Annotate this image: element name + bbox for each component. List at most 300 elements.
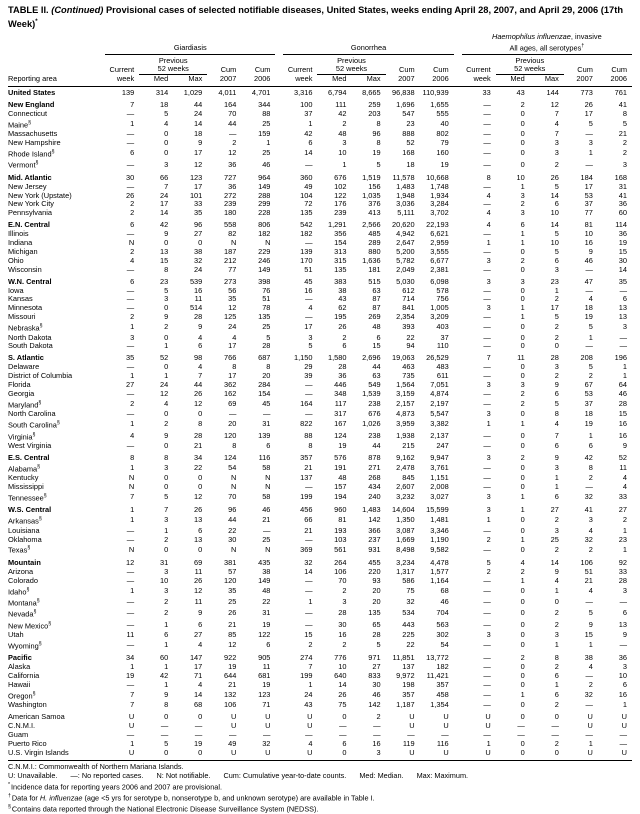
value-cell: 11,578 xyxy=(392,172,415,182)
reporting-area-cell: New Hampshire xyxy=(8,139,61,148)
column-spacer xyxy=(275,503,283,515)
value-cell: 1 xyxy=(520,534,525,544)
value-cell: 87 xyxy=(372,294,381,304)
column-spacer xyxy=(275,568,283,577)
value-cell: 3 xyxy=(520,208,525,218)
table-row xyxy=(8,248,632,257)
table-row xyxy=(8,139,632,148)
column-spacer xyxy=(275,463,283,474)
value-cell: 0 xyxy=(554,341,559,351)
value-cell: — xyxy=(483,285,491,295)
value-cell: 26 xyxy=(194,505,203,515)
value-cell: 5 xyxy=(554,312,559,322)
value-cell: 0 xyxy=(554,597,559,607)
value-cell: 38 xyxy=(194,246,203,256)
value-cell: 0 xyxy=(520,294,525,304)
value-cell: — xyxy=(517,721,525,731)
value-cell: 1 xyxy=(130,371,135,381)
column-spacer xyxy=(275,334,283,343)
value-cell: 2 xyxy=(130,246,135,256)
table-row xyxy=(8,295,632,304)
value-cell: 0 xyxy=(342,747,347,757)
value-cell: — xyxy=(619,640,627,650)
column-spacer xyxy=(454,230,462,239)
value-cell: 9 xyxy=(588,246,593,256)
value-cell: 1 xyxy=(520,303,525,313)
value-cell: — xyxy=(585,671,593,681)
value-cell: 2 xyxy=(554,608,559,618)
column-spacer xyxy=(275,451,283,463)
value-cell: U xyxy=(485,712,491,722)
column-spacer xyxy=(275,119,283,130)
value-cell: 2 xyxy=(588,473,593,483)
value-cell: 32 xyxy=(584,534,593,544)
column-spacer xyxy=(275,351,283,363)
value-cell: 5 xyxy=(164,738,169,748)
value-cell: 168 xyxy=(614,172,627,182)
value-cell: 2 xyxy=(520,452,525,462)
column-spacer xyxy=(275,257,283,266)
value-cell: — xyxy=(483,671,491,681)
column-spacer xyxy=(454,304,462,313)
reporting-area-cell: Utah xyxy=(8,631,24,639)
reporting-area-cell: Colorado xyxy=(8,576,38,585)
value-cell: 4 xyxy=(198,640,203,650)
value-cell: 0 xyxy=(520,159,525,169)
value-cell: 16 xyxy=(618,690,627,700)
value-cell: — xyxy=(483,482,491,492)
value-cell: — xyxy=(126,730,135,739)
value-cell: 3 xyxy=(520,276,525,286)
value-cell: N xyxy=(230,238,237,248)
value-cell: 0 xyxy=(520,118,525,128)
table-body xyxy=(8,86,632,758)
value-cell: 8,498 xyxy=(396,544,415,554)
value-cell: 4 xyxy=(588,662,593,672)
value-cell: 9 xyxy=(588,619,593,629)
value-cell: — xyxy=(126,389,135,398)
value-cell: 2,647 xyxy=(396,238,415,248)
value-cell: 714 xyxy=(402,294,415,304)
table-row xyxy=(8,586,632,597)
value-cell: — xyxy=(483,246,491,256)
reporting-area-cell: Pacific xyxy=(8,653,32,663)
value-cell: 0 xyxy=(520,246,525,256)
column-spacer xyxy=(275,527,283,536)
column-spacer xyxy=(454,740,462,749)
value-cell: 7 xyxy=(554,108,559,118)
column-spacer xyxy=(275,620,283,631)
value-cell: 106 xyxy=(334,566,347,576)
value-cell: U xyxy=(307,747,313,757)
reporting-area-cell: W.N. Central xyxy=(8,276,52,286)
value-cell: — xyxy=(483,525,491,535)
value-cell: 75 xyxy=(406,585,415,595)
value-cell: 3,036 xyxy=(396,199,415,209)
value-cell: 28 xyxy=(338,608,347,618)
value-cell: 3 xyxy=(164,585,169,595)
value-cell: 0 xyxy=(520,619,525,629)
value-cell: 1,350 xyxy=(396,515,415,525)
value-cell: 124 xyxy=(334,430,347,440)
value-cell: 9 xyxy=(622,440,627,450)
value-cell: 12 xyxy=(228,148,237,158)
value-cell: 6 xyxy=(554,199,559,209)
value-cell: 30 xyxy=(618,255,627,265)
column-spacer xyxy=(275,266,283,275)
table-row xyxy=(8,110,632,119)
value-cell: 79 xyxy=(440,138,449,148)
value-cell: 463 xyxy=(402,362,415,372)
reporting-area-cell: Mountain xyxy=(8,557,41,567)
value-cell: U xyxy=(621,721,627,731)
value-cell: 578 xyxy=(436,285,449,295)
col-header-week: week xyxy=(462,74,496,86)
reporting-area-cell: Louisiana xyxy=(8,526,40,535)
value-cell: 6 xyxy=(342,738,347,748)
value-cell: 0 xyxy=(520,544,525,554)
value-cell: 6 xyxy=(198,341,203,351)
legend-item: —: No reported cases. xyxy=(70,771,144,781)
value-cell: 1,519 xyxy=(362,172,381,182)
value-cell: 1 xyxy=(622,700,627,710)
value-cell: 1 xyxy=(520,419,525,429)
value-cell: 2 xyxy=(554,322,559,332)
value-cell: — xyxy=(373,721,381,731)
value-cell: 1 xyxy=(588,148,593,158)
value-cell: 196 xyxy=(614,353,627,363)
table-row xyxy=(8,672,632,681)
value-cell: 1 xyxy=(130,585,135,595)
value-cell: 46 xyxy=(262,159,271,169)
column-spacer xyxy=(454,130,462,139)
value-cell: 23 xyxy=(618,534,627,544)
value-cell: 92 xyxy=(618,557,627,567)
value-cell: 38 xyxy=(338,285,347,295)
table-row xyxy=(8,218,632,230)
column-spacer xyxy=(275,54,283,65)
value-cell: 33 xyxy=(618,566,627,576)
value-cell: 96,838 xyxy=(392,88,415,98)
value-cell: 1,291 xyxy=(328,220,347,230)
value-cell: 3 xyxy=(588,515,593,525)
value-cell: 0 xyxy=(198,544,203,554)
table-row xyxy=(8,334,632,343)
value-cell: 11,421 xyxy=(426,671,449,681)
column-spacer xyxy=(454,749,462,758)
reporting-area-cell: California xyxy=(8,672,40,681)
value-cell: — xyxy=(305,294,313,304)
value-cell: U xyxy=(587,712,593,722)
value-cell: 9,972 xyxy=(396,671,415,681)
value-cell: — xyxy=(126,525,135,535)
value-cell: 16 xyxy=(584,238,593,248)
value-cell: 756 xyxy=(436,294,449,304)
value-cell: 122 xyxy=(258,630,271,639)
value-cell: 8 xyxy=(554,653,559,663)
value-cell: 11,851 xyxy=(392,653,415,663)
reporting-area-cell: S. Atlantic xyxy=(8,353,44,363)
value-cell: 0 xyxy=(164,129,169,139)
table-row xyxy=(8,171,632,183)
value-cell: 139 xyxy=(300,246,313,256)
value-cell: 147 xyxy=(189,653,203,663)
value-cell: 6 xyxy=(622,294,627,304)
value-cell: 2,607 xyxy=(396,482,415,492)
table-row xyxy=(8,381,632,390)
value-cell: 3,209 xyxy=(430,312,449,322)
value-cell: 18 xyxy=(584,409,593,419)
value-cell: U xyxy=(443,712,449,722)
value-cell: 215 xyxy=(402,440,415,450)
reporting-area-cell: West Virginia xyxy=(8,441,52,450)
value-cell: 88 xyxy=(262,108,271,118)
column-spacer xyxy=(275,287,283,296)
value-cell: 17 xyxy=(584,108,593,118)
value-cell: 2,157 xyxy=(396,399,415,409)
value-cell: 7 xyxy=(486,353,491,363)
value-cell: 3,555 xyxy=(430,246,449,256)
value-cell: 4 xyxy=(130,255,135,265)
value-cell: 237 xyxy=(368,534,381,544)
value-cell: — xyxy=(483,322,491,332)
value-cell: — xyxy=(228,409,237,419)
value-cell: 149 xyxy=(258,264,271,274)
value-cell: 3 xyxy=(622,322,627,332)
value-cell: — xyxy=(483,619,491,629)
table-row xyxy=(8,681,632,690)
value-cell: 65 xyxy=(372,619,381,629)
value-cell: 922 xyxy=(223,653,237,663)
value-cell: 9 xyxy=(622,630,627,639)
value-cell: 1,029 xyxy=(183,88,203,98)
value-cell: 7 xyxy=(130,690,135,700)
value-cell: 64 xyxy=(618,380,627,390)
value-cell: 149 xyxy=(258,575,271,585)
column-spacer xyxy=(275,322,283,333)
value-cell: 2 xyxy=(130,199,135,209)
column-spacer xyxy=(454,381,462,390)
value-cell: 16 xyxy=(338,630,347,639)
value-cell: 1 xyxy=(164,341,169,351)
value-cell: 120 xyxy=(223,575,237,585)
value-cell: 9 xyxy=(164,229,169,239)
value-cell: 17 xyxy=(584,181,593,191)
value-cell: 4 xyxy=(622,482,627,492)
value-cell: 2 xyxy=(588,371,593,381)
column-spacer xyxy=(275,192,283,201)
footnotes xyxy=(8,760,632,814)
col-header-med: Med xyxy=(496,74,530,86)
value-cell: 139 xyxy=(121,88,135,98)
column-spacer xyxy=(275,130,283,139)
value-cell: N xyxy=(265,473,271,483)
value-cell: 313 xyxy=(334,246,347,256)
value-cell: 12 xyxy=(194,492,203,502)
col-header-previous: Previous xyxy=(515,55,545,65)
value-cell: 2 xyxy=(308,640,313,650)
value-cell: 52 xyxy=(406,138,415,148)
value-cell: 0 xyxy=(164,747,169,757)
value-cell: 0 xyxy=(520,662,525,672)
value-cell: 434 xyxy=(368,482,381,492)
value-cell: 273 xyxy=(223,276,237,286)
column-spacer xyxy=(454,544,462,555)
col-header-previous: Previous xyxy=(158,55,188,65)
value-cell: 85 xyxy=(228,630,237,639)
value-cell: 17 xyxy=(194,181,203,191)
value-cell: 30 xyxy=(372,680,381,689)
section-marker: § xyxy=(8,804,11,811)
value-cell: 2,566 xyxy=(362,220,381,230)
value-cell: 15 xyxy=(160,255,169,265)
table-row xyxy=(8,200,632,209)
value-cell: 3 xyxy=(588,138,593,148)
value-cell: 38 xyxy=(584,653,593,663)
value-cell: — xyxy=(483,730,491,739)
value-cell: 19 xyxy=(338,440,347,450)
value-cell: 30 xyxy=(228,534,237,544)
value-cell: 4,478 xyxy=(430,557,449,567)
value-cell: 1,655 xyxy=(430,99,449,109)
value-cell: 114 xyxy=(615,220,627,230)
value-cell: 2 xyxy=(520,255,525,265)
value-cell: 8 xyxy=(308,440,313,450)
value-cell: U xyxy=(409,712,415,722)
value-cell: — xyxy=(126,303,135,313)
value-cell: 124 xyxy=(223,452,237,462)
reporting-area-cell: E.N. Central xyxy=(8,220,50,230)
value-cell: 727 xyxy=(223,172,237,182)
value-cell: 1 xyxy=(588,430,593,440)
value-cell: 841 xyxy=(402,303,415,313)
value-cell: 67 xyxy=(584,380,593,390)
reporting-area-cell: Texas§ xyxy=(8,545,31,555)
value-cell: 1 xyxy=(520,690,525,700)
value-cell: 110,939 xyxy=(422,88,449,98)
value-cell: 25 xyxy=(262,322,271,332)
reporting-area-cell: E.S. Central xyxy=(8,452,50,462)
value-cell: 878 xyxy=(368,452,381,462)
value-cell: N xyxy=(265,482,271,492)
col-header-current: Current xyxy=(109,64,135,74)
value-cell: 21 xyxy=(228,680,237,689)
legend-item: Max: Maximum. xyxy=(416,771,469,781)
column-spacer xyxy=(454,295,462,304)
value-cell: — xyxy=(407,730,415,739)
value-cell: 32 xyxy=(584,690,593,700)
value-cell: — xyxy=(585,341,593,351)
value-cell: 1 xyxy=(554,473,559,483)
value-cell: 6 xyxy=(164,630,169,639)
value-cell: 6 xyxy=(622,680,627,689)
value-cell: 1 xyxy=(164,371,169,381)
value-cell: 135 xyxy=(368,608,381,618)
value-cell: — xyxy=(483,332,491,342)
value-cell: 10 xyxy=(550,208,559,218)
value-cell: 19 xyxy=(618,238,627,248)
value-cell: 9 xyxy=(198,138,203,148)
value-cell: 3 xyxy=(164,515,169,525)
value-cell: 5 xyxy=(486,557,491,567)
column-spacer xyxy=(454,74,462,86)
value-cell: 24 xyxy=(304,690,313,700)
value-cell: N xyxy=(265,544,271,554)
value-cell: 14 xyxy=(618,264,627,274)
value-cell: 43 xyxy=(338,294,347,304)
value-cell: 19,063 xyxy=(392,353,415,363)
value-cell: 1 xyxy=(130,662,135,672)
column-spacer xyxy=(454,690,462,701)
value-cell: — xyxy=(305,409,313,419)
value-cell: 0 xyxy=(520,129,525,139)
value-cell: 31 xyxy=(262,419,271,429)
value-cell: 4 xyxy=(554,575,559,585)
value-cell: 1 xyxy=(588,640,593,650)
value-cell: 4,874 xyxy=(430,389,449,398)
value-cell: 13 xyxy=(160,246,169,256)
value-cell: 806 xyxy=(258,220,271,230)
value-cell: 2 xyxy=(554,515,559,525)
value-cell: 82 xyxy=(228,229,237,239)
value-cell: 776 xyxy=(334,653,347,663)
value-cell: 2 xyxy=(520,389,525,398)
value-cell: 78 xyxy=(262,303,271,313)
value-cell: 28 xyxy=(618,575,627,585)
value-cell: 1 xyxy=(130,322,135,332)
column-spacer xyxy=(454,672,462,681)
value-cell: 27 xyxy=(125,380,135,390)
value-cell: 3 xyxy=(622,159,627,169)
value-cell: 77 xyxy=(584,208,593,218)
col-header-current: Current xyxy=(466,64,491,74)
reporting-area-cell: Minnesota xyxy=(8,304,43,313)
value-cell: 3,159 xyxy=(396,389,415,398)
reporting-area-cell: South Carolina§ xyxy=(8,420,60,430)
reporting-area-cell: Maine§ xyxy=(8,119,32,130)
value-cell: 4 xyxy=(554,118,559,128)
footnote-cnmi: C.N.M.I.: Commonwealth of Northern Mariana Islands. xyxy=(8,762,184,772)
value-cell: 2 xyxy=(164,322,169,332)
value-cell: 46 xyxy=(618,389,627,398)
value-cell: 1 xyxy=(164,525,169,535)
value-cell: 35 xyxy=(125,353,135,363)
value-cell: 87 xyxy=(372,303,381,313)
value-cell: — xyxy=(228,730,237,739)
value-cell: — xyxy=(126,138,135,148)
column-spacer xyxy=(454,731,462,740)
value-cell: 1 xyxy=(308,118,313,128)
table-row xyxy=(8,577,632,586)
value-cell: 142 xyxy=(368,515,381,525)
value-cell: 2 xyxy=(554,738,559,748)
reporting-area-cell: American Samoa xyxy=(8,712,65,722)
value-cell: 4 xyxy=(588,525,593,535)
table-row xyxy=(8,159,632,170)
value-cell: 0 xyxy=(520,264,525,274)
table-row xyxy=(8,640,632,651)
value-cell: 483 xyxy=(436,362,449,372)
value-cell: 4 xyxy=(622,473,627,483)
column-spacer xyxy=(275,209,283,218)
value-cell: 94 xyxy=(406,341,415,351)
column-spacer xyxy=(454,631,462,640)
value-cell: 9,162 xyxy=(396,452,415,462)
value-cell: — xyxy=(483,118,491,128)
value-cell: — xyxy=(483,371,491,381)
value-cell: 15 xyxy=(372,341,381,351)
value-cell: 9 xyxy=(198,322,203,332)
